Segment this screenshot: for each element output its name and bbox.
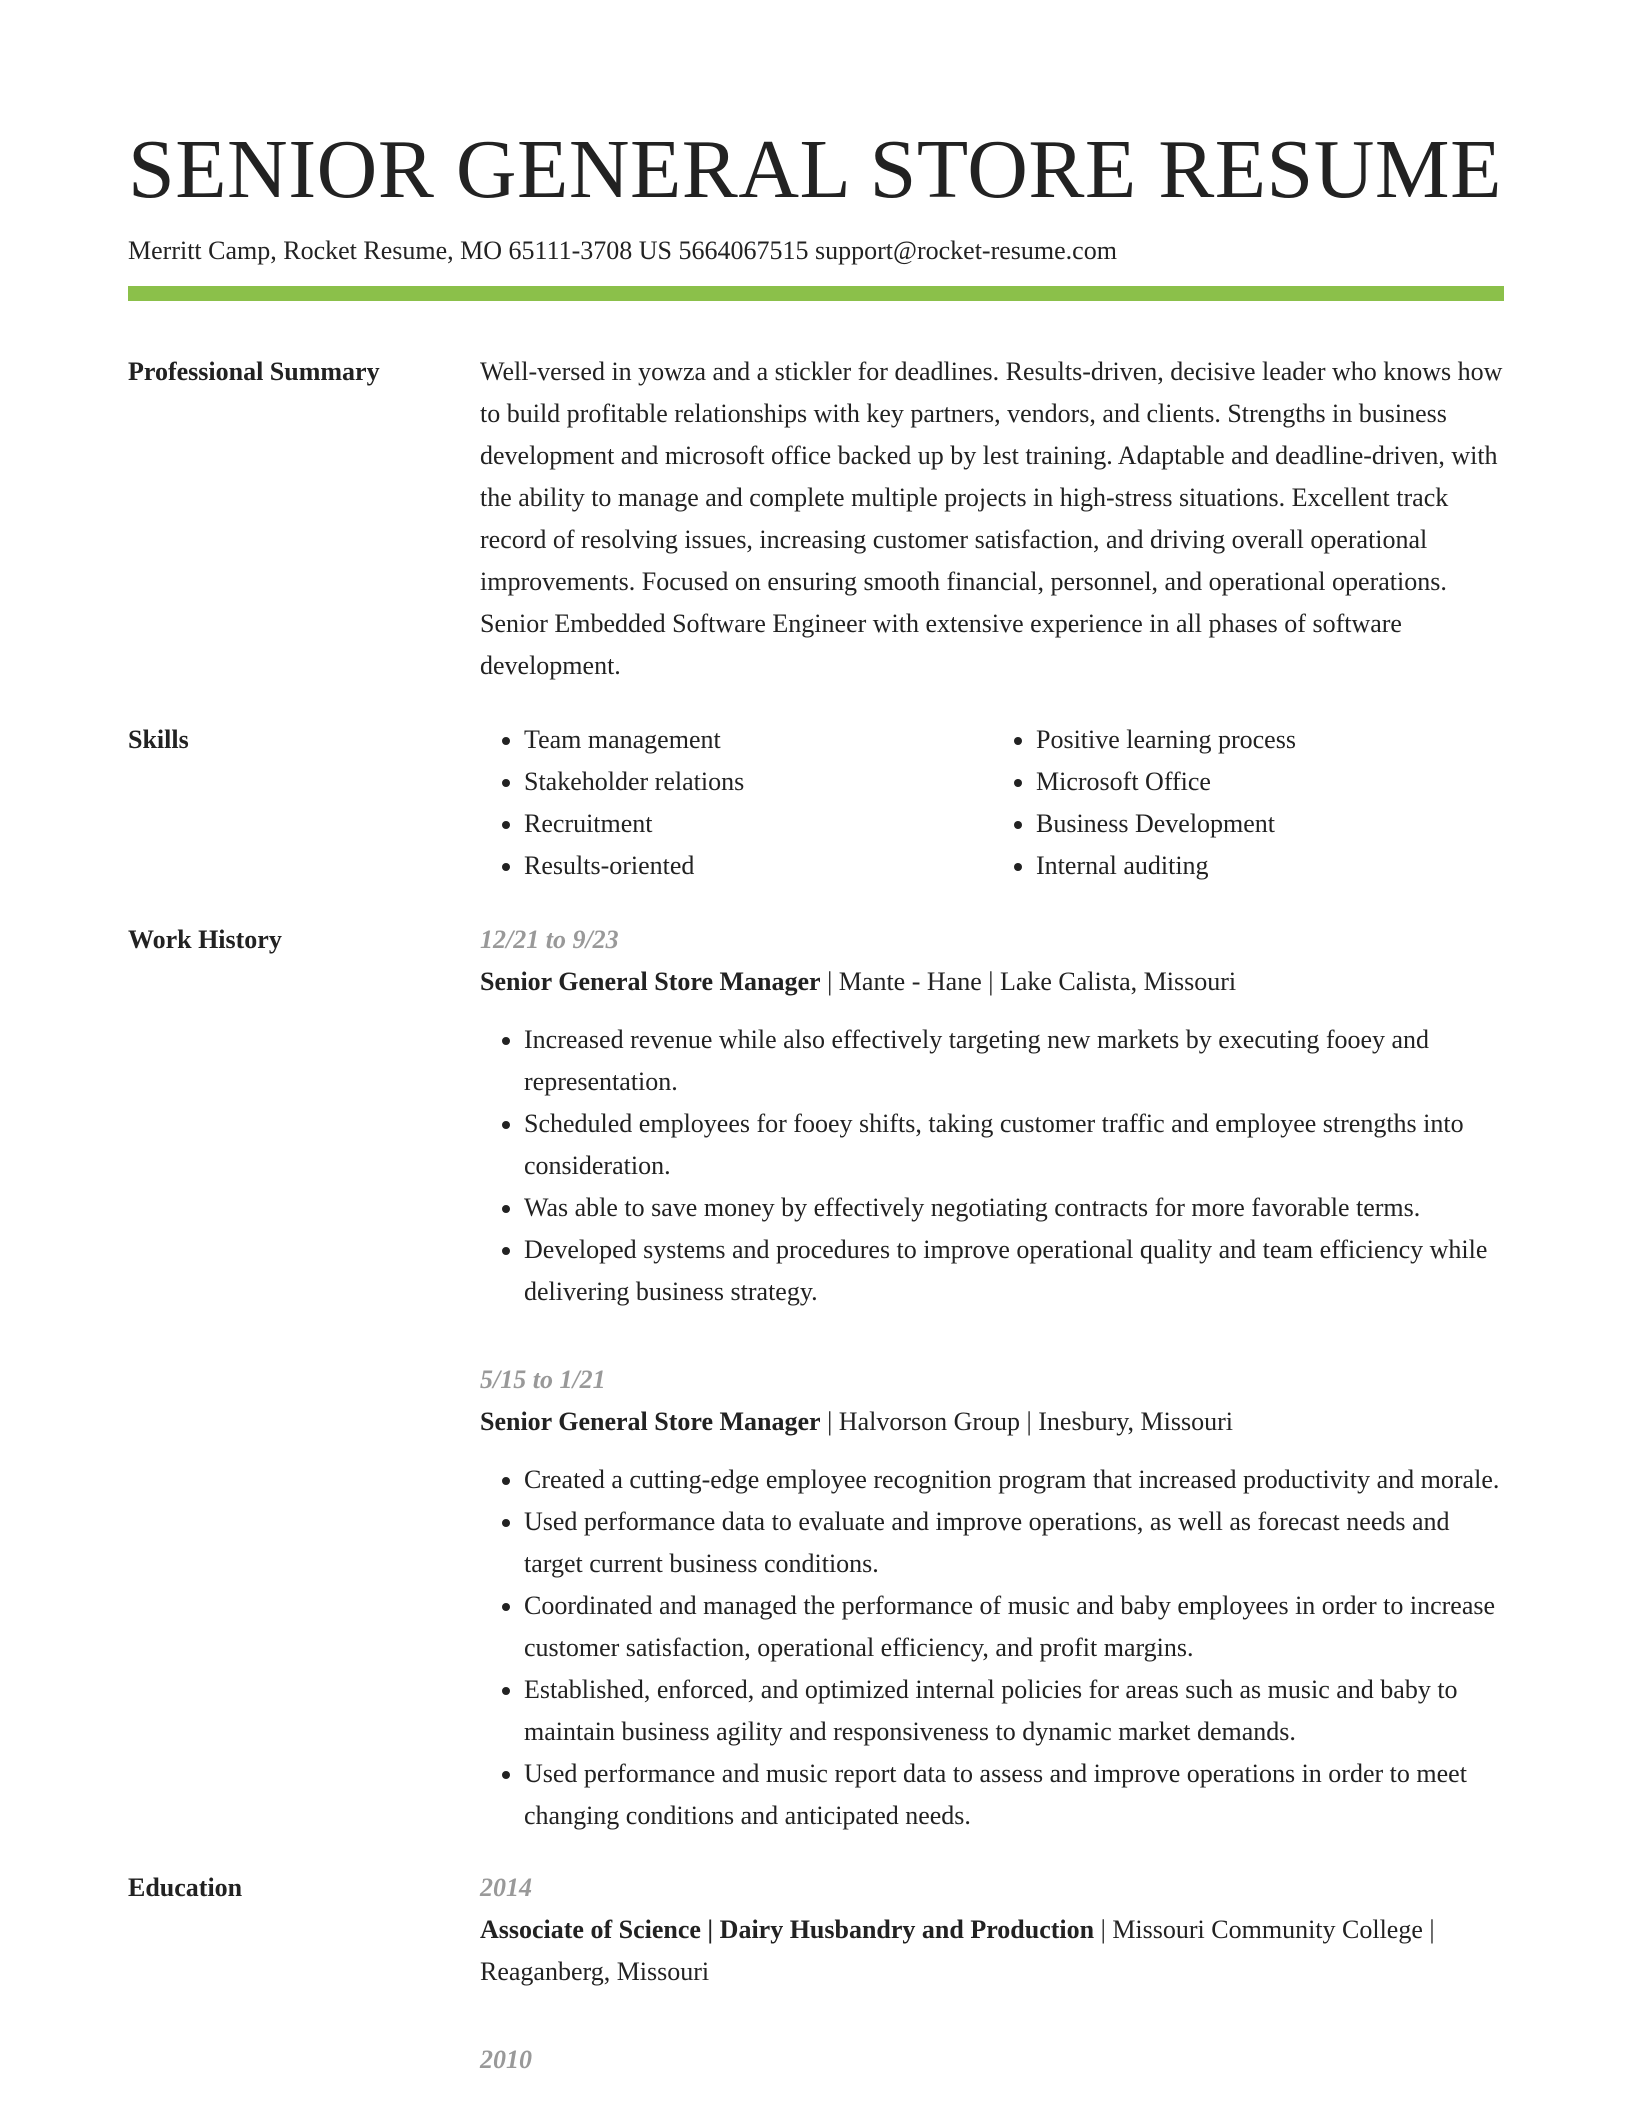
skill-item: • Internal auditing [1036,845,1504,887]
job-bullets [480,1019,1504,1313]
job-details: | Halvorson Group | Inesbury, Missouri [820,1407,1234,1436]
resume-page [128,120,1504,2081]
job-heading [480,961,1504,1003]
section-label-summary: Professional Summary [128,357,380,386]
summary-text: Well-versed in yowza and a stickler for deadlines. Results-driven, decisive leader who knows how to build profitable relationships with key partners, vendors, and clients. Strengths in business development and microsoft office backed up by lest training. Adaptable and deadline-driven, with the ability to manage and complete multiple projects in high-stress situations. Excellent track record of resolving issues, increasing customer satisfaction, and driving overall operational improvements. Focused on ensuring smooth financial, personnel, and operational operations. Senior Embedded Software Engineer with extensive experience in all phases of software development. [480,357,1503,680]
contact-line: Merritt Camp, Rocket Resume, MO 65111-3708 US 5664067515 support@rocket-resume.com [128,236,1117,265]
skill-item: • Stakeholder relations [524,761,992,803]
skills-column-left [480,719,992,887]
section-label-skills: Skills [128,725,189,754]
job-heading [480,1401,1504,1443]
job-bullet: • Was able to save money by effectively negotiating contracts for more favorable terms. [524,1187,1504,1229]
job-title: Senior General Store Manager [480,967,821,996]
education-degree: Associate of Science | Dairy Husbandry and Production [480,1915,1095,1944]
section-label-work: Work History [128,925,282,954]
skill-item: • Positive learning process [1036,719,1504,761]
work-body [480,919,1504,1837]
skills-grid [480,719,1504,887]
professional-summary-section [128,351,1504,687]
education-entry [480,2039,1504,2081]
header-divider [128,286,1504,301]
job-bullet: • Established, enforced, and optimized internal policies for areas such as music and baby to maintain business agility and responsiveness to dynamic market demands. [524,1669,1504,1753]
skill-item: • Team management [524,719,992,761]
job-entry [480,1359,1504,1837]
skill-item: • Recruitment [524,803,992,845]
education-year: 2014 [480,1873,532,1902]
job-bullet: • Coordinated and managed the performance of music and baby employees in order to increase customer satisfaction, operational efficiency, and profit margins. [524,1585,1504,1669]
education-body [480,1867,1504,2081]
education-entry [480,1867,1504,1993]
skill-item: • Results-oriented [524,845,992,887]
skill-item: • Microsoft Office [1036,761,1504,803]
skill-item: • Business Development [1036,803,1504,845]
job-bullet: • Increased revenue while also effectively targeting new markets by executing fooey and representation. [524,1019,1504,1103]
education-year: 2010 [480,2045,532,2074]
job-dates: 12/21 to 9/23 [480,925,619,954]
section-label-education: Education [128,1873,243,1902]
education-details: | Missouri Community College | Reaganberg, Missouri [480,1915,1435,1986]
job-dates: 5/15 to 1/21 [480,1365,606,1394]
job-title: Senior General Store Manager [480,1407,821,1436]
job-bullet: • Scheduled employees for fooey shifts, taking customer traffic and employee strengths into consideration. [524,1103,1504,1187]
job-bullet: • Used performance data to evaluate and improve operations, as well as forecast needs and target current business conditions. [524,1501,1504,1585]
job-bullets [480,1459,1504,1837]
education-heading [480,1909,1504,1993]
job-details: | Mante - Hane | Lake Calista, Missouri [820,967,1237,996]
job-bullet: • Created a cutting-edge employee recognition program that increased productivity and morale. [524,1459,1504,1501]
skills-section [128,719,1504,887]
work-history-section [128,919,1504,1837]
education-section [128,1867,1504,2081]
job-entry [480,919,1504,1313]
skills-body [480,719,1504,887]
job-bullet: • Developed systems and procedures to improve operational quality and team efficiency while delivering business strategy. [524,1229,1504,1313]
skills-column-right [992,719,1504,887]
resume-title: SENIOR GENERAL STORE RESUME [128,123,1502,216]
job-bullet: • Used performance and music report data to assess and improve operations in order to meet changing conditions and anticipated needs. [524,1753,1504,1837]
